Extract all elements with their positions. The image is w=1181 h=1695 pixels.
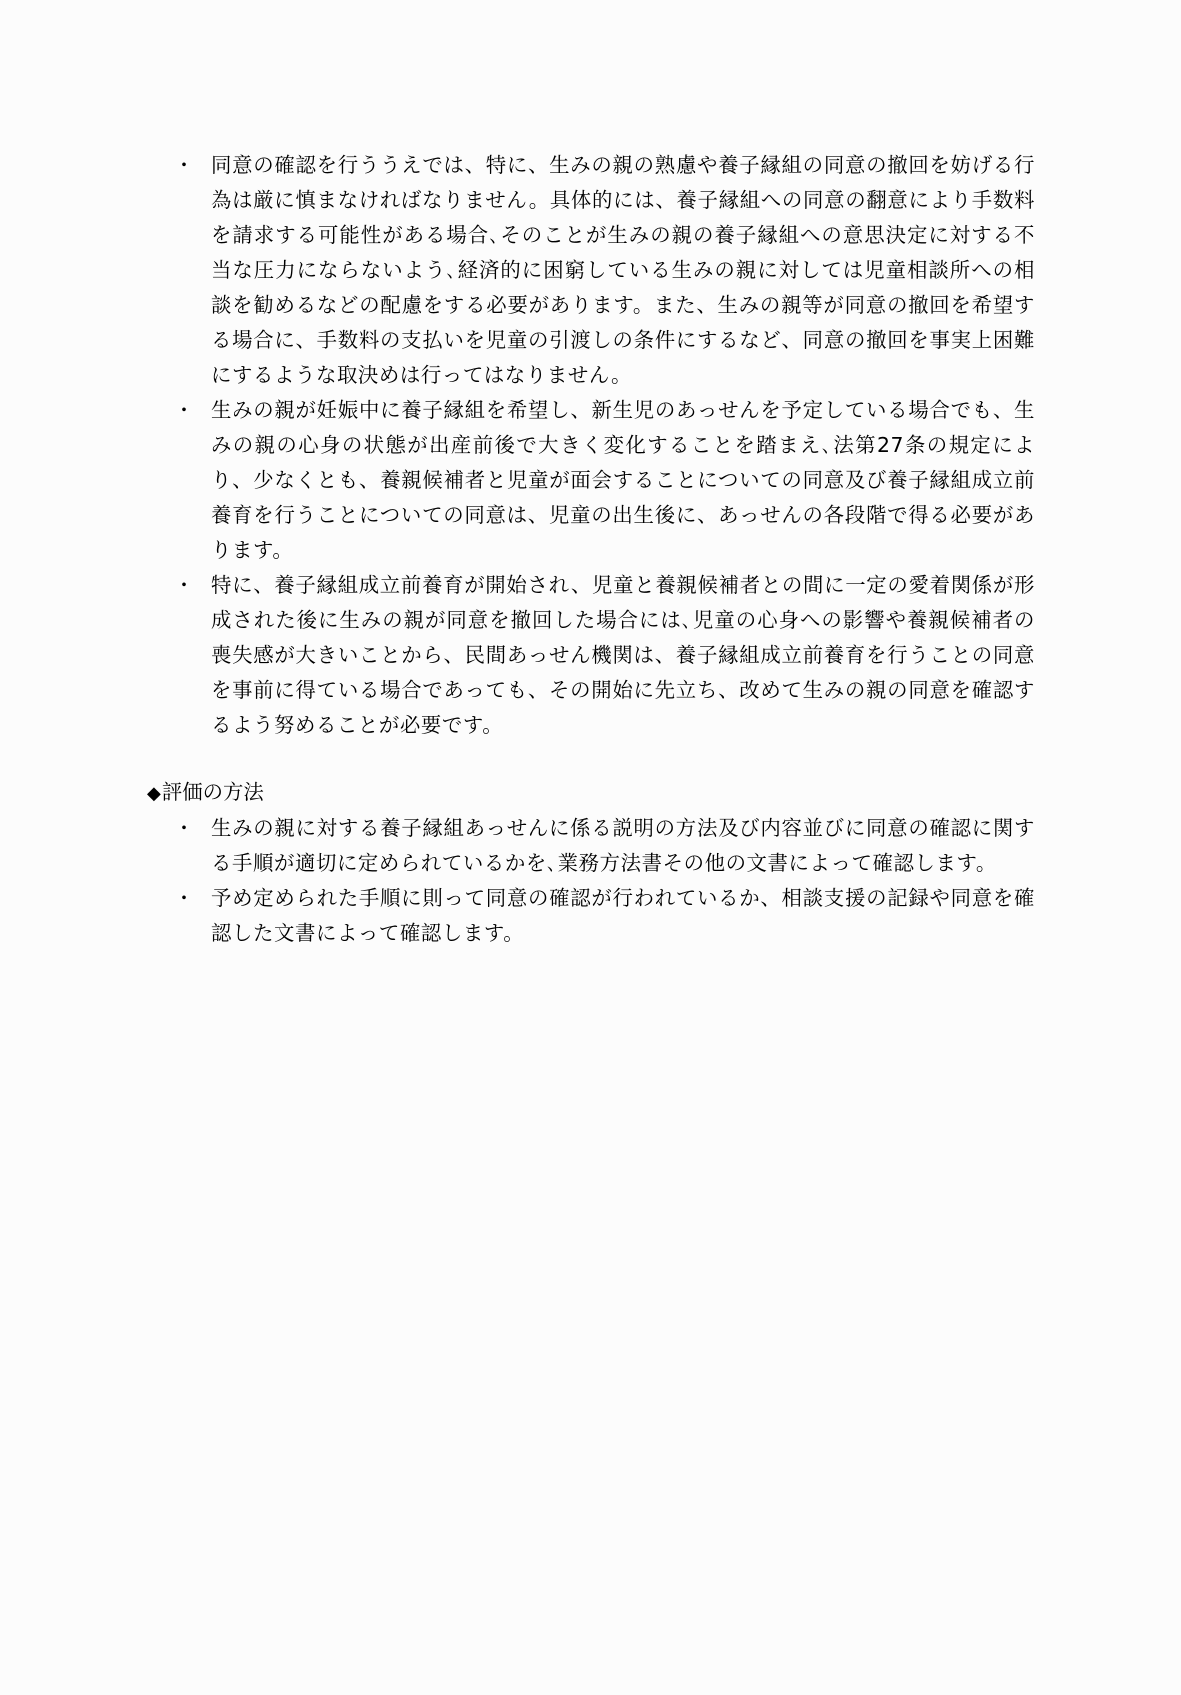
bullet-pregnancy-consent bbox=[0, 393, 1181, 568]
bullet-marker: ・ bbox=[174, 153, 194, 177]
section-heading-evaluation bbox=[147, 775, 264, 811]
evaluation-bullet-list bbox=[0, 811, 1181, 951]
bullet-consent-withdrawal bbox=[0, 148, 1181, 393]
bullet-text: 同意の確認を行ううえでは、特に、生みの親の熟慮や養子縁組の同意の撤回を妨げる行為は厳に慎まなければなりません。具体的には、養子縁組への同意の翻意により手数料を請求する可能性がある場合､そのことが生みの親の養子縁組への意思決定に対する不当な圧力にならないよう､経済的に困窮している生みの親に対しては児童相談所への相談を勧めるなどの配慮をする必要があります。また、生みの親等が同意の撤回を希望する場合に、手数料の支払いを児童の引渡しの条件にするなど、同意の撤回を事実上困難にするような取決めは行ってはなりません。 bbox=[211, 153, 1035, 387]
bullet-marker: ・ bbox=[174, 886, 194, 910]
bullet-text: 生みの親に対する養子縁組あっせんに係る説明の方法及び内容並びに同意の確認に関する手順が適切に定められているかを､業務方法書その他の文書によって確認します。 bbox=[211, 816, 1035, 875]
bullet-text: 特に、養子縁組成立前養育が開始され、児童と養親候補者との間に一定の愛着関係が形成された後に生みの親が同意を撤回した場合には､児童の心身への影響や養親候補者の喪失感が大きいことから、民間あっせん機関は、養子縁組成立前養育を行うことの同意を事前に得ている場合であっても、その開始に先立ち、改めて生みの親の同意を確認するよう努めることが必要です。 bbox=[211, 573, 1035, 737]
section-heading-text: 評価の方法 bbox=[161, 780, 264, 804]
bullet-text: 予め定められた手順に則って同意の確認が行われているか、相談支援の記録や同意を確認した文書によって確認します。 bbox=[211, 886, 1035, 945]
bullet-marker: ・ bbox=[174, 816, 194, 840]
bullet-evaluation-records bbox=[0, 881, 1181, 951]
bullet-evaluation-procedure bbox=[0, 811, 1181, 881]
bullet-marker: ・ bbox=[174, 398, 194, 422]
consent-bullet-list bbox=[0, 148, 1181, 743]
bullet-preadoption-care bbox=[0, 568, 1181, 743]
bullet-text: 生みの親が妊娠中に養子縁組を希望し、新生児のあっせんを予定している場合でも、生みの親の心身の状態が出産前後で大きく変化することを踏まえ､法第27条の規定により、少なくとも、養親候補者と児童が面会することについての同意及び養子縁組成立前養育を行うことについての同意は、児童の出生後に、あっせんの各段階で得る必要があります。 bbox=[211, 398, 1035, 562]
diamond-icon: ◆ bbox=[147, 783, 161, 804]
bullet-marker: ・ bbox=[174, 573, 194, 597]
